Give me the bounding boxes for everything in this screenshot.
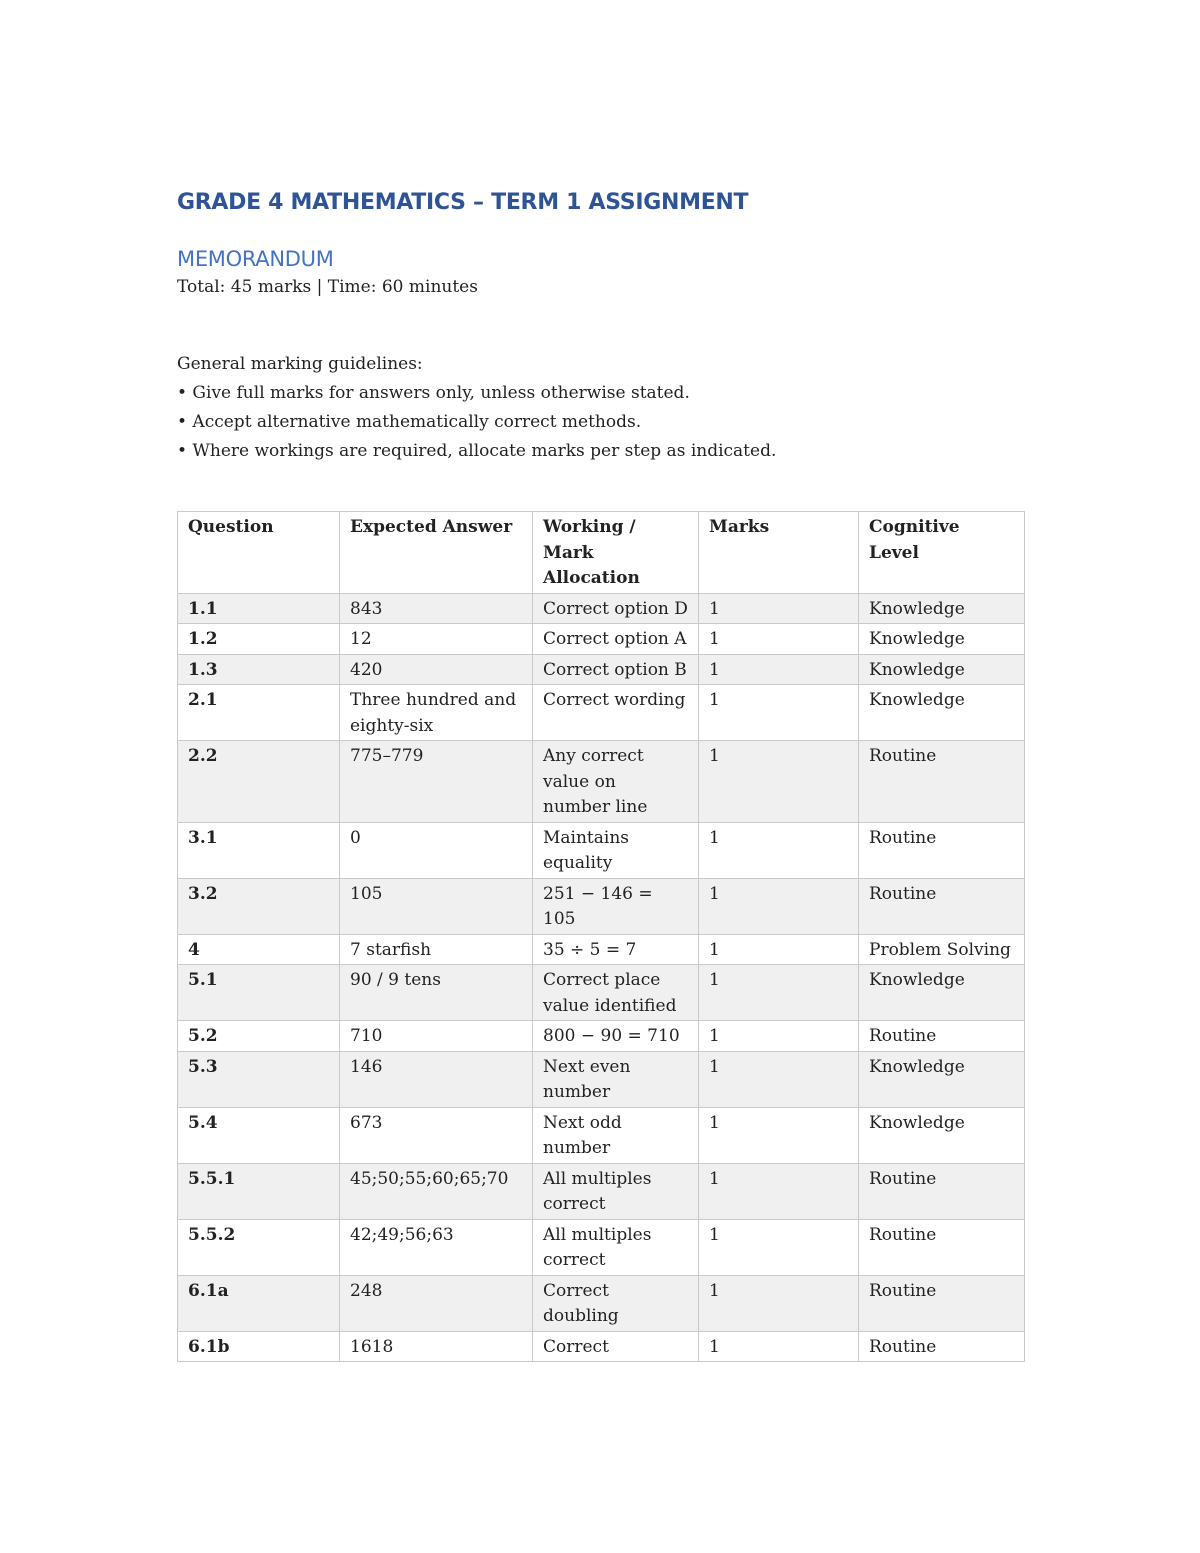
question-cell: 5.2: [178, 1021, 340, 1052]
question-cell: 5.5.1: [178, 1163, 340, 1219]
question-cell: 5.4: [178, 1107, 340, 1163]
working-cell: Any correct value on number line: [533, 741, 699, 823]
expected-answer-cell: 7 starfish: [340, 934, 533, 965]
question-cell: 5.3: [178, 1051, 340, 1107]
working-cell: All multiples correct: [533, 1163, 699, 1219]
table-row: [178, 822, 1025, 878]
marks-cell: 1: [699, 624, 859, 655]
expected-answer-cell: 146: [340, 1051, 533, 1107]
cognitive-level-cell: Routine: [859, 878, 1025, 934]
expected-answer-cell: Three hundred and eighty-six: [340, 685, 533, 741]
expected-answer-cell: 710: [340, 1021, 533, 1052]
expected-answer-cell: 90 / 9 tens: [340, 965, 533, 1021]
working-cell: Correct wording: [533, 685, 699, 741]
question-cell: 5.5.2: [178, 1219, 340, 1275]
marks-cell: 1: [699, 1219, 859, 1275]
header-working: Working / Mark Allocation: [533, 512, 699, 594]
expected-answer-cell: 12: [340, 624, 533, 655]
expected-answer-cell: 775–779: [340, 741, 533, 823]
cognitive-level-cell: Problem Solving: [859, 934, 1025, 965]
question-cell: 1.1: [178, 593, 340, 624]
guidelines-heading: General marking guidelines:: [177, 354, 423, 374]
header-question: Question: [178, 512, 340, 594]
working-cell: Correct option A: [533, 624, 699, 655]
question-cell: 6.1a: [178, 1275, 340, 1331]
marks-cell: 1: [699, 1021, 859, 1052]
working-cell: 251 − 146 = 105: [533, 878, 699, 934]
marking-guidelines: [177, 350, 1024, 466]
working-cell: 35 ÷ 5 = 7: [533, 934, 699, 965]
question-cell: 6.1b: [178, 1331, 340, 1362]
working-cell: Correct option B: [533, 654, 699, 685]
marks-cell: 1: [699, 934, 859, 965]
table-row: [178, 654, 1025, 685]
marks-cell: 1: [699, 965, 859, 1021]
expected-answer-cell: 1618: [340, 1331, 533, 1362]
cognitive-level-cell: Knowledge: [859, 593, 1025, 624]
cognitive-level-cell: Routine: [859, 1219, 1025, 1275]
table-row: [178, 624, 1025, 655]
marks-cell: 1: [699, 1107, 859, 1163]
question-cell: 2.2: [178, 741, 340, 823]
working-cell: Maintains equality: [533, 822, 699, 878]
working-cell: Correct place value identified: [533, 965, 699, 1021]
cognitive-level-cell: Knowledge: [859, 685, 1025, 741]
table-row: [178, 1275, 1025, 1331]
question-cell: 3.2: [178, 878, 340, 934]
cognitive-level-cell: Routine: [859, 1275, 1025, 1331]
working-cell: All multiples correct: [533, 1219, 699, 1275]
memorandum-heading: MEMORANDUM: [177, 247, 334, 271]
guideline-item: • Accept alternative mathematically correct methods.: [177, 412, 642, 432]
table-row: [178, 1107, 1025, 1163]
question-cell: 5.1: [178, 965, 340, 1021]
cognitive-level-cell: Knowledge: [859, 965, 1025, 1021]
cognitive-level-cell: Knowledge: [859, 1051, 1025, 1107]
guideline-item: • Give full marks for answers only, unless otherwise stated.: [177, 383, 690, 403]
cognitive-level-cell: Routine: [859, 1331, 1025, 1362]
guideline-item: • Where workings are required, allocate marks per step as indicated.: [177, 441, 777, 461]
working-cell: Correct doubling: [533, 1275, 699, 1331]
marks-cell: 1: [699, 685, 859, 741]
marks-cell: 1: [699, 654, 859, 685]
cognitive-level-cell: Routine: [859, 1021, 1025, 1052]
table-body: [178, 593, 1025, 1362]
table-row: [178, 1021, 1025, 1052]
page-title: GRADE 4 MATHEMATICS – TERM 1 ASSIGNMENT: [177, 190, 749, 215]
header-cognitive-level: Cognitive Level: [859, 512, 1025, 594]
table-row: [178, 934, 1025, 965]
question-cell: 3.1: [178, 822, 340, 878]
header-expected-answer: Expected Answer: [340, 512, 533, 594]
memo-table: [177, 511, 1025, 1362]
marks-cell: 1: [699, 593, 859, 624]
table-row: [178, 1051, 1025, 1107]
expected-answer-cell: 673: [340, 1107, 533, 1163]
expected-answer-cell: 248: [340, 1275, 533, 1331]
working-cell: Next odd number: [533, 1107, 699, 1163]
total-line: Total: 45 marks | Time: 60 minutes: [177, 277, 478, 297]
table-row: [178, 1331, 1025, 1362]
question-cell: 2.1: [178, 685, 340, 741]
expected-answer-cell: 420: [340, 654, 533, 685]
working-cell: Correct: [533, 1331, 699, 1362]
marks-cell: 1: [699, 741, 859, 823]
expected-answer-cell: 843: [340, 593, 533, 624]
marks-cell: 1: [699, 822, 859, 878]
cognitive-level-cell: Knowledge: [859, 624, 1025, 655]
table-row: [178, 1163, 1025, 1219]
cognitive-level-cell: Routine: [859, 822, 1025, 878]
header-marks: Marks: [699, 512, 859, 594]
table-row: [178, 685, 1025, 741]
table-row: [178, 593, 1025, 624]
question-cell: 4: [178, 934, 340, 965]
working-cell: Next even number: [533, 1051, 699, 1107]
expected-answer-cell: 105: [340, 878, 533, 934]
working-cell: Correct option D: [533, 593, 699, 624]
document-page: [177, 190, 1024, 1362]
table-header-row: [178, 512, 1025, 594]
cognitive-level-cell: Knowledge: [859, 1107, 1025, 1163]
expected-answer-cell: 0: [340, 822, 533, 878]
expected-answer-cell: 45;50;55;60;65;70: [340, 1163, 533, 1219]
marks-cell: 1: [699, 1051, 859, 1107]
marks-cell: 1: [699, 1331, 859, 1362]
question-cell: 1.2: [178, 624, 340, 655]
cognitive-level-cell: Routine: [859, 741, 1025, 823]
question-cell: 1.3: [178, 654, 340, 685]
expected-answer-cell: 42;49;56;63: [340, 1219, 533, 1275]
cognitive-level-cell: Knowledge: [859, 654, 1025, 685]
working-cell: 800 − 90 = 710: [533, 1021, 699, 1052]
table-row: [178, 1219, 1025, 1275]
marks-cell: 1: [699, 1275, 859, 1331]
table-row: [178, 965, 1025, 1021]
marks-cell: 1: [699, 878, 859, 934]
table-row: [178, 878, 1025, 934]
table-row: [178, 741, 1025, 823]
marks-cell: 1: [699, 1163, 859, 1219]
cognitive-level-cell: Routine: [859, 1163, 1025, 1219]
